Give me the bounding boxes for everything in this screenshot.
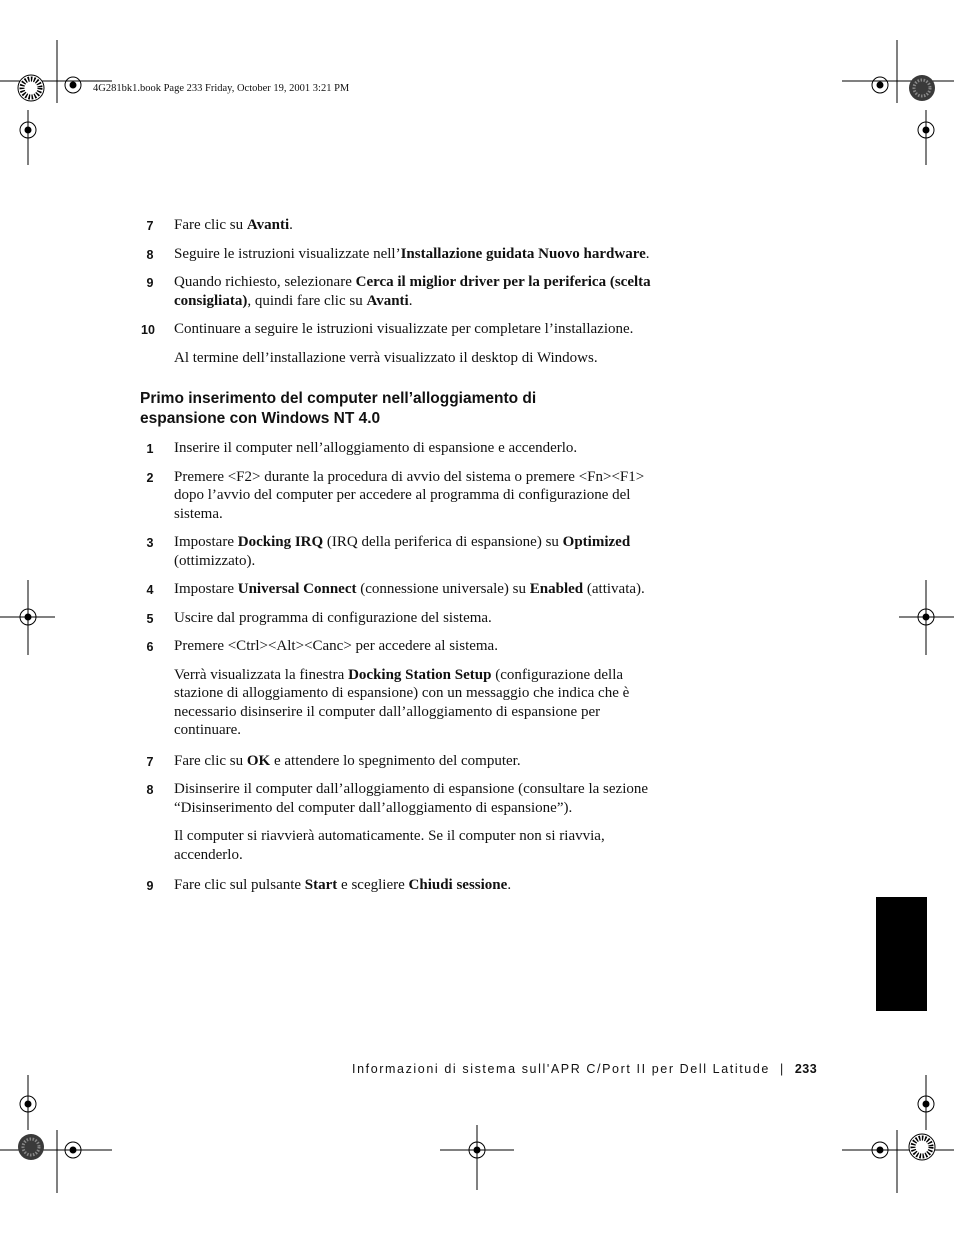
step-number: 7 (146, 219, 154, 233)
step-text: Premere <F2> durante la procedura di avvio del sistema o premere <Fn><F1> dopo l’avvio del computer per accedere al programma di configurazione del sistema. (174, 468, 645, 522)
step-item (140, 609, 660, 628)
step-text: . (289, 217, 293, 233)
step-number: 5 (146, 611, 154, 626)
step-number: 9 (146, 276, 154, 290)
step-followup (140, 666, 660, 740)
step-text: Inserire il computer nell’alloggiamento di espansione e accenderlo. (174, 440, 578, 456)
ui-term: Cerca il miglior driver per la periferica (scelta consigliata) (174, 274, 651, 309)
step-text: Seguire le istruzioni visualizzate nell’ (174, 245, 401, 262)
section-heading: Primo inserimento del computer nell’alloggiamento di espansione con Windows NT 4.0 (140, 390, 537, 427)
step-body (174, 440, 577, 456)
step-item (140, 468, 660, 524)
step-followup (140, 827, 660, 864)
ui-term: Optimized (562, 534, 631, 550)
step-text: Impostare (174, 581, 238, 597)
step-item (140, 273, 660, 310)
ui-term: Docking IRQ (237, 534, 324, 550)
ui-term: OK (246, 752, 271, 769)
step-item (140, 320, 660, 339)
ui-term: Enabled (529, 581, 584, 597)
step-number: 2 (146, 470, 154, 485)
footer-title: Informazioni di sistema sull'APR C/Port II per Dell Latitude (352, 1062, 770, 1076)
step-text: . (645, 245, 650, 262)
step-text: Quando richiesto, selezionare (174, 274, 356, 290)
ui-term: Installazione guidata Nuovo hardware (400, 245, 646, 262)
step-item (140, 245, 660, 264)
step-item (140, 580, 660, 599)
step-text: (IRQ della periferica di espansione) su (323, 534, 563, 550)
step-text: Fare clic sul pulsante (174, 877, 305, 893)
step-item (140, 439, 660, 458)
step-number: 9 (146, 879, 154, 893)
ui-term: Universal Connect (237, 581, 357, 597)
step-text: (ottimizzato). (174, 552, 256, 569)
ui-term: Avanti (366, 292, 409, 309)
page-footer (352, 1062, 817, 1076)
step-text: Continuare a seguire le istruzioni visualizzate per completare l’installazione. (174, 321, 634, 337)
step-text: Premere <Ctrl><Alt><Canc> per accedere al sistema. (174, 638, 498, 654)
step-text: (configurazione della stazione di alloggiamento di espansione) con un messaggio che indica che è necessario disinserire il computer dall’alloggiamento di espansione per continuare. (174, 666, 630, 738)
step-body (174, 246, 650, 262)
step-number: 4 (146, 583, 154, 597)
step-item (140, 216, 660, 235)
step-text: Fare clic su (174, 217, 247, 233)
completion-note: Al termine dell’installazione verrà visualizzato il desktop di Windows. (174, 349, 598, 366)
step-text: e scegliere (337, 877, 409, 893)
step-body (174, 217, 293, 233)
step-item (140, 637, 660, 656)
step-item (140, 752, 660, 771)
step-number: 6 (146, 640, 154, 654)
step-body (174, 638, 498, 654)
ui-term: Docking Station Setup (348, 666, 492, 683)
ui-term: Chiudi sessione (408, 877, 508, 893)
step-body (174, 581, 645, 597)
step-body (174, 534, 630, 569)
step-body (174, 274, 651, 309)
step-text: Fare clic su (174, 752, 247, 769)
step-text: e attendere lo spegnimento del computer. (270, 752, 521, 769)
step-item (140, 533, 660, 570)
step-text: Uscire dal programma di configurazione del sistema. (174, 609, 492, 626)
step-number: 7 (146, 754, 154, 769)
step-text: (attivata). (583, 581, 645, 597)
ui-term: Avanti (246, 217, 290, 233)
step-body (174, 469, 644, 522)
step-item (140, 780, 660, 817)
chapter-thumb-tab (876, 897, 927, 1011)
step-body (174, 877, 511, 893)
page-number: 233 (794, 1062, 818, 1076)
step-text: Impostare (174, 534, 238, 550)
ui-term: Start (304, 877, 338, 893)
step-number: 8 (146, 247, 154, 262)
print-header-stamp: 4G281bk1.book Page 233 Friday, October 19, 2001 3:21 PM (93, 83, 350, 94)
step-text: , quindi fare clic su (247, 292, 367, 309)
step-number: 1 (146, 442, 154, 456)
step-text: Il computer si riavvierà automaticamente. Se il computer non si riavvia, accenderlo. (174, 828, 605, 863)
step-text: Disinserire il computer dall’alloggiamento di espansione (consultare la sezione “Disinserimento del computer dall’alloggiamento di espansione”). (174, 781, 649, 816)
section-steps-before (140, 216, 660, 339)
step-number: 8 (146, 783, 154, 797)
main-content (140, 216, 660, 905)
step-body (174, 753, 521, 769)
step-item (140, 876, 660, 895)
step-body (174, 781, 648, 816)
step-text: . (507, 877, 512, 893)
footer-separator: | (779, 1062, 785, 1076)
section-steps-nt4 (140, 439, 660, 895)
step-text: Verrà visualizzata la finestra (174, 666, 349, 683)
step-body (174, 610, 492, 626)
step-body (174, 321, 633, 337)
step-text: . (408, 292, 413, 309)
step-number: 3 (146, 536, 154, 550)
step-text: (connessione universale) su (356, 581, 530, 597)
step-number: 10 (141, 323, 155, 337)
